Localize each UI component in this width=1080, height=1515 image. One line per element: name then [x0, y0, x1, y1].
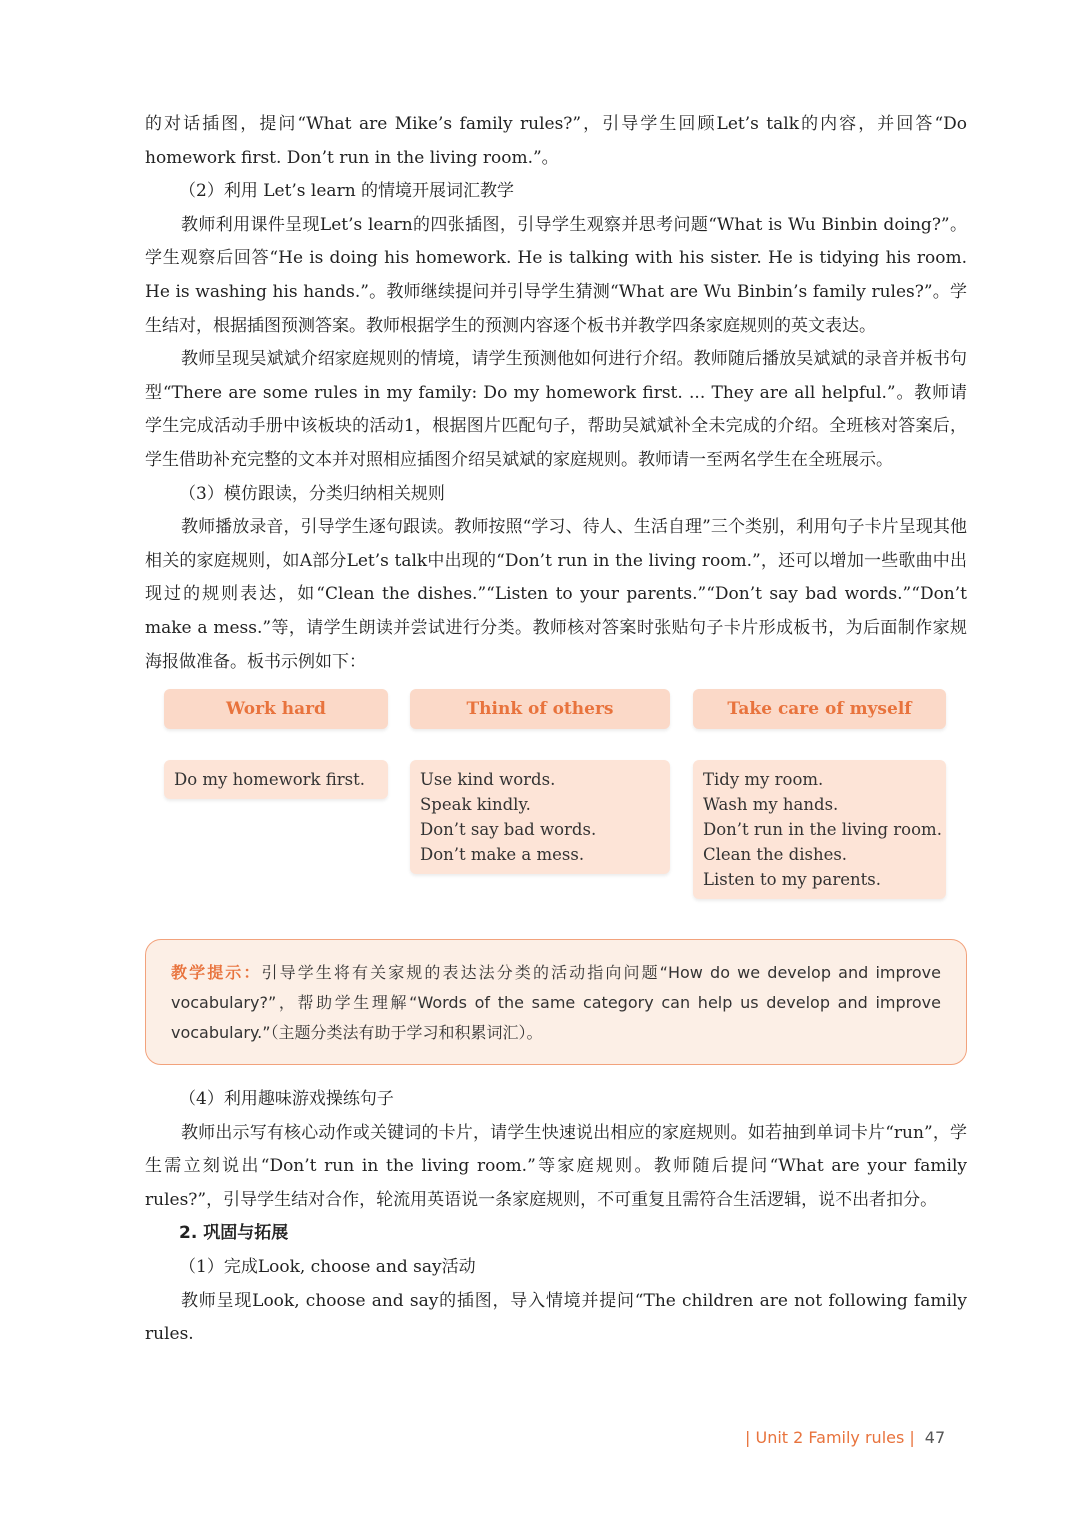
teaching-tip-box [145, 939, 967, 1065]
paragraph-2: 教师利用课件呈现Let’s learn的四张插图，引导学生观察并思考问题“What is Wu Binbin doing?”。学生观察后回答“He is doing his homework. He is talking with his sister. He is tidying his room. He is washing his hands.”。教师继续提问并引导学生猜测“What are Wu Binbin’s family rules?”。学生结对，根据插图预测答案。教师根据学生的预测内容逐个板书并教学四条家庭规则的英文表达。 [145, 214, 967, 336]
rule-item: Don’t run in the living room. [703, 820, 942, 840]
rule-item: Don’t make a mess. [420, 845, 585, 865]
rule-item: Don’t say bad words. [420, 820, 597, 840]
paragraph-5: 教师出示写有核心动作或关键词的卡片，请学生快速说出相应的家庭规则。如若抽到单词卡片“run”，学生需立刻说出“Don’t run in the living room.”等家庭规则。教师随后提问“What are your family rules?”，引导学生结对合作，轮流用英语说一条家庭规则，不可重复且需符合生活逻辑，说不出者扣分。 [145, 1122, 967, 1210]
category-take-care-card [693, 760, 946, 899]
rule-item: Speak kindly. [420, 795, 531, 815]
page-content [145, 108, 967, 1352]
rule-item: Clean the dishes. [703, 845, 848, 865]
category-think-of-others-header: Think of others [410, 689, 670, 729]
category-work-hard-card [164, 760, 388, 799]
subheading-2: （2）利用 Let’s learn 的情境开展词汇教学 [179, 181, 515, 202]
paragraph-1: 的对话插图，提问“What are Mike’s family rules?”，引导学生回顾Let’s talk的内容，并回答“Do homework first. Don’t run in the living room.”。 [145, 114, 967, 168]
page-footer [745, 1428, 945, 1447]
subheading-4: （4）利用趣味游戏操练句子 [179, 1089, 394, 1110]
teaching-tip-text: 引导学生将有关家规的表达法分类的活动指向问题“How do we develop and improve vocabulary?”，帮助学生理解“Words of the same category can help us develop and improve vocabulary.”（主题分类法有助于学习和积累词汇）。 [171, 963, 941, 1043]
teaching-tip-label: 教学提示： [171, 963, 262, 983]
category-work-hard-header: Work hard [164, 689, 388, 729]
page-number: 47 [924, 1428, 946, 1447]
rule-item: Listen to my parents. [703, 870, 882, 890]
category-think-of-others-card [410, 760, 670, 874]
paragraph-4: 教师播放录音，引导学生逐句跟读。教师按照“学习、待人、生活自理”三个类别，利用句子卡片呈现其他相关的家庭规则，如A部分Let’s talk中出现的“Don’t run in the living room.”，还可以增加一些歌曲中出现过的规则表达，如“Clean the dishes.”“Listen to your parents.”“Don’t say bad words.”“Don’t make a mess.”等，请学生朗读并尝试进行分类。教师核对答案时张贴句子卡片形成板书，为后面制作家规海报做准备。板书示例如下： [145, 517, 967, 672]
rule-item: Use kind words. [420, 770, 556, 790]
paragraph-3: 教师呈现吴斌斌介绍家庭规则的情境，请学生预测他如何进行介绍。教师随后播放吴斌斌的录音并板书句型“There are some rules in my family: Do my homework first. ... They are all helpful.”。教师请学生完成活动手册中该板块的活动1，根据图片匹配句子，帮助吴斌斌补全未完成的介绍。全班核对答案后，学生借助补充完整的文本并对照相应插图介绍吴斌斌的家庭规则。教师请一至两名学生在全班展示。 [145, 349, 967, 470]
blackboard-example [145, 689, 967, 917]
footer-unit-title: | Unit 2 Family rules | [745, 1428, 915, 1447]
rule-item: Wash my hands. [703, 795, 839, 815]
subheading-3: （3）模仿跟读，分类归纳相关规则 [179, 483, 445, 504]
rule-item: Tidy my room. [703, 770, 824, 790]
category-take-care-header: Take care of myself [693, 689, 946, 729]
paragraph-6: 教师呈现Look, choose and say的插图，导入情境并提问“The children are not following family rules. [145, 1290, 967, 1345]
rule-item: Do my homework first. [174, 770, 366, 790]
section-heading-2: 2. 巩固与拓展 [179, 1223, 289, 1244]
subheading-5: （1）完成Look, choose and say活动 [179, 1257, 476, 1278]
